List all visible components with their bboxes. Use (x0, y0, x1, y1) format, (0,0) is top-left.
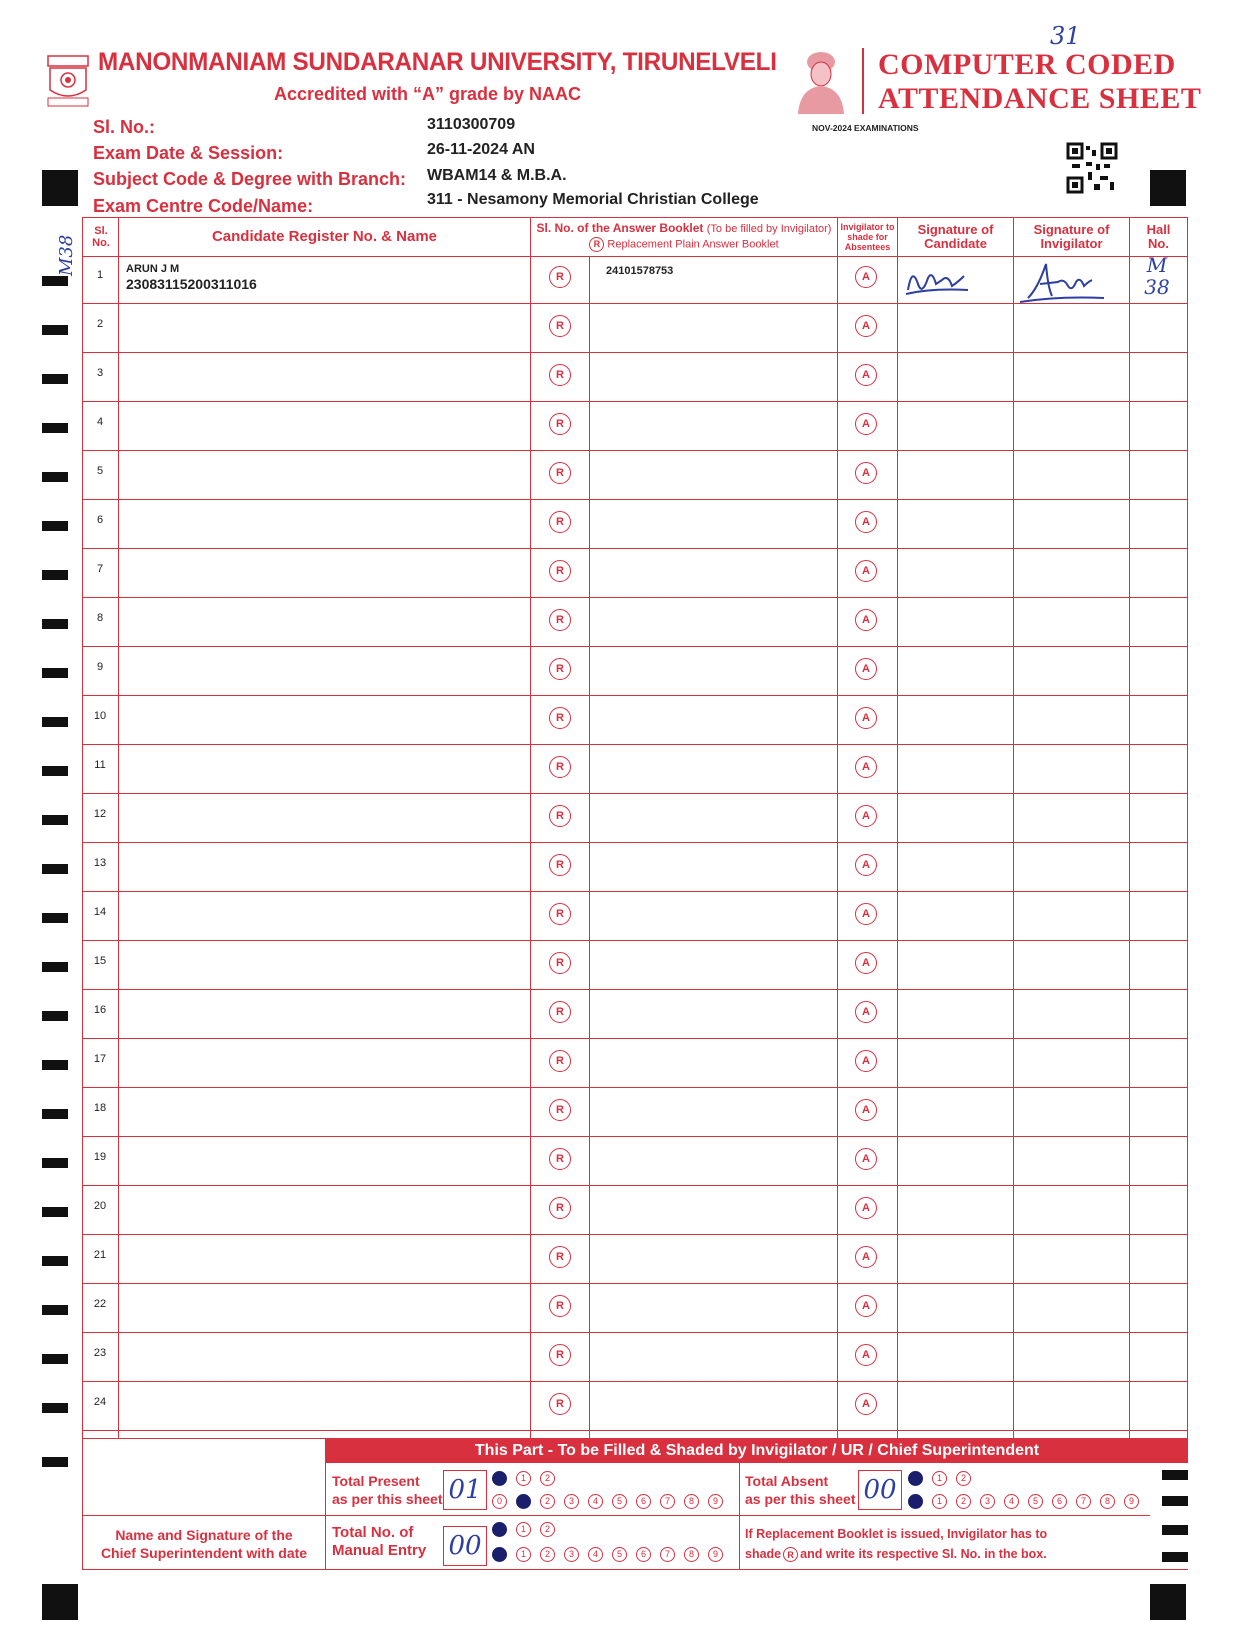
ones-bubble-1[interactable]: 1 (932, 1494, 947, 1509)
ones-bubble-9[interactable]: 9 (1124, 1494, 1139, 1509)
replacement-bubble[interactable] (549, 364, 571, 386)
table-row (82, 1186, 1188, 1235)
replacement-bubble[interactable] (549, 315, 571, 337)
replacement-bubble[interactable] (549, 1393, 571, 1415)
ones-bubble-8[interactable]: 8 (1100, 1494, 1115, 1509)
ones-bubble-0[interactable] (492, 1547, 507, 1562)
timing-mark-row (42, 1109, 68, 1119)
timing-mark-bottom-left (42, 1584, 78, 1620)
timing-mark-bottom-right (1150, 1584, 1186, 1620)
timing-mark-row (42, 521, 68, 531)
row-sl-no: 7 (96, 563, 104, 575)
absent-bubble-label: A (855, 1099, 877, 1121)
replacement-bubble[interactable] (549, 413, 571, 435)
absent-bubble-label: A (855, 1295, 877, 1317)
absent-bubble-label: A (855, 658, 877, 680)
absent-bubble[interactable] (855, 658, 877, 680)
header-candidate: Candidate Register No. & Name (211, 228, 438, 245)
hall-no-value: M 38 (1144, 253, 1170, 299)
table-row (82, 500, 1188, 549)
timing-mark-row (42, 472, 68, 482)
timing-mark-row (42, 1354, 68, 1364)
absent-bubble-label: A (855, 756, 877, 778)
row-sl-no: 1 (96, 269, 104, 281)
footer-title: This Part - To be Filled & Shaded by Invigilator / UR / Chief Superintendent (326, 1438, 1188, 1463)
replacement-bubble[interactable] (549, 462, 571, 484)
replacement-bubble-label: R (549, 560, 571, 582)
replacement-bubble-label: R (549, 462, 571, 484)
exam-date-label: Exam Date & Session: (93, 143, 284, 163)
header-invigilator-shade: Invigilator to shade for Absentees (840, 222, 895, 252)
absent-bubble[interactable] (855, 1099, 877, 1121)
row-sl-no: 17 (93, 1053, 107, 1065)
timing-mark-row (42, 1403, 68, 1413)
timing-mark-row (42, 570, 68, 580)
timing-mark-row (42, 325, 68, 335)
table-row (82, 304, 1188, 353)
replacement-bubble-label: R (549, 903, 571, 925)
absent-bubble[interactable] (855, 1197, 877, 1219)
absent-bubble-label: A (855, 315, 877, 337)
table-row (82, 696, 1188, 745)
footer-divider-v2 (739, 1463, 740, 1570)
replacement-bubble[interactable] (549, 658, 571, 680)
timing-mark-row (42, 619, 68, 629)
exam-tag: NOV-2024 EXAMINATIONS (812, 123, 919, 133)
timing-mark-row (42, 1207, 68, 1217)
sl-no-value: 3110300709 (427, 116, 516, 133)
timing-mark-row (42, 766, 68, 776)
manual-entry-box[interactable]: 00 (443, 1526, 487, 1566)
absent-bubble-label: A (855, 511, 877, 533)
replacement-bubble[interactable] (549, 560, 571, 582)
ones-bubble-2[interactable]: 2 (540, 1494, 555, 1509)
row-sl-no: 11 (94, 759, 106, 771)
absent-bubble[interactable] (855, 854, 877, 876)
absent-bubble[interactable] (855, 364, 877, 386)
replacement-bubble-label: R (549, 805, 571, 827)
timing-mark-row (42, 1011, 68, 1021)
exam-date-value: 26-11-2024 AN (427, 141, 535, 158)
timing-mark-header-left (42, 170, 78, 206)
replacement-bubble-label: R (549, 854, 571, 876)
footer-divider-h2 (739, 1515, 1150, 1516)
absent-bubble[interactable] (855, 315, 877, 337)
row-sl-no: 23 (93, 1347, 107, 1359)
replacement-bubble-label: R (549, 364, 571, 386)
row-sl-no: 13 (93, 857, 107, 869)
replacement-bubble-label: R (549, 1148, 571, 1170)
timing-mark-row (42, 276, 68, 286)
chief-superintendent-label: Name and Signature of the Chief Superintendent with date (100, 1527, 308, 1561)
tens-bubble-2[interactable]: 2 (540, 1522, 555, 1537)
absent-bubble[interactable] (855, 1393, 877, 1415)
sl-no-label: Sl. No.: (93, 117, 155, 137)
absent-bubble[interactable] (855, 1148, 877, 1170)
timing-mark-row (42, 717, 68, 727)
timing-mark-row (42, 1256, 68, 1266)
replacement-bubble-label: R (549, 1393, 571, 1415)
absent-bubble-label: A (855, 413, 877, 435)
replacement-bubble-label: R (549, 413, 571, 435)
ones-bubble-3[interactable]: 3 (564, 1547, 579, 1562)
founder-portrait (790, 48, 852, 114)
subject-value: WBAM14 & M.B.A. (427, 167, 567, 184)
replacement-symbol: R (589, 237, 604, 252)
ones-bubble-0[interactable] (908, 1494, 923, 1509)
subject-label: Subject Code & Degree with Branch: (93, 169, 407, 189)
row-sl-no: 21 (93, 1249, 107, 1261)
tens-bubble-1[interactable]: 1 (932, 1471, 947, 1486)
ones-bubble-6[interactable]: 6 (1052, 1494, 1067, 1509)
table-row (82, 1088, 1188, 1137)
total-absent-box[interactable]: 00 (858, 1470, 902, 1510)
total-present-label: Total Present as per this sheet (332, 1473, 443, 1507)
table-row (82, 941, 1188, 990)
ones-bubble-6[interactable]: 6 (636, 1547, 651, 1562)
absent-bubble-label: A (855, 1050, 877, 1072)
replacement-bubble-label: R (549, 952, 571, 974)
row-sl-no: 14 (93, 906, 107, 918)
replacement-bubble[interactable] (549, 756, 571, 778)
timing-mark-row (42, 815, 68, 825)
absent-bubble-label: A (855, 1393, 877, 1415)
header-sl-no: Sl. No. (92, 225, 110, 249)
replacement-bubble-label: R (549, 1246, 571, 1268)
absent-bubble[interactable] (855, 903, 877, 925)
ones-bubble-5[interactable]: 5 (612, 1494, 627, 1509)
replacement-bubble[interactable] (549, 903, 571, 925)
table-row (82, 1137, 1188, 1186)
row-sl-no: 15 (93, 955, 107, 967)
ones-bubble-7[interactable]: 7 (1076, 1494, 1091, 1509)
replacement-note: If Replacement Booklet is issued, Invigilator has to shade R and write its respective Sl. No. in the box. (745, 1527, 1048, 1561)
absent-bubble[interactable] (855, 1001, 877, 1023)
header-hall-no: Hall No. (1146, 222, 1171, 251)
row-sl-no: 16 (93, 1004, 107, 1016)
absent-bubble[interactable] (855, 560, 877, 582)
replacement-bubble[interactable] (549, 266, 571, 288)
replacement-bubble-label: R (549, 1344, 571, 1366)
row-sl-no: 3 (96, 367, 104, 379)
absent-bubble-label: A (855, 266, 877, 288)
replacement-bubble-label: R (549, 511, 571, 533)
replacement-bubble[interactable] (549, 805, 571, 827)
tens-bubble-2[interactable]: 2 (956, 1471, 971, 1486)
ones-bubble-0[interactable]: 0 (492, 1494, 507, 1509)
row-sl-no: 4 (96, 416, 104, 428)
table-row (82, 1235, 1188, 1284)
manual-entry-label: Total No. of Manual Entry (332, 1524, 427, 1559)
ones-bubble-7[interactable]: 7 (660, 1547, 675, 1562)
candidate-signature[interactable] (902, 262, 972, 302)
header-signature-candidate: Signature of Candidate (917, 222, 994, 251)
replacement-bubble-label: R (549, 315, 571, 337)
table-row (82, 598, 1188, 647)
tens-bubble-1[interactable]: 1 (516, 1522, 531, 1537)
timing-mark-footer-left (42, 1457, 68, 1467)
replacement-bubble-label: R (549, 609, 571, 631)
table-row (82, 843, 1188, 892)
timing-mark-row (42, 668, 68, 678)
table-row (82, 990, 1188, 1039)
row-sl-no: 12 (93, 808, 107, 820)
ones-bubble-4[interactable]: 4 (588, 1494, 603, 1509)
absent-bubble[interactable] (855, 266, 877, 288)
table-row (82, 353, 1188, 402)
absent-bubble-label: A (855, 609, 877, 631)
replacement-bubble-label: R (549, 266, 571, 288)
replacement-bubble[interactable] (549, 1344, 571, 1366)
ones-bubble-4[interactable]: 4 (588, 1547, 603, 1562)
footer-divider-h (82, 1515, 740, 1516)
table-row (82, 549, 1188, 598)
table-row (82, 794, 1188, 843)
row-sl-no: 22 (93, 1298, 107, 1310)
table-row (82, 1039, 1188, 1088)
invigilator-signature[interactable] (1018, 258, 1108, 308)
ones-bubble-1[interactable] (516, 1494, 531, 1509)
replacement-bubble-label: R (549, 756, 571, 778)
absent-bubble[interactable] (855, 609, 877, 631)
absent-bubble-label: A (855, 952, 877, 974)
absent-bubble-label: A (855, 364, 877, 386)
row-sl-no: 6 (96, 514, 104, 526)
ones-bubble-2[interactable]: 2 (956, 1494, 971, 1509)
row-sl-no: 18 (93, 1102, 107, 1114)
ones-bubble-3[interactable]: 3 (564, 1494, 579, 1509)
page-note: 31 (1050, 22, 1081, 50)
header-booklet: Sl. No. of the Answer Booklet (To be filled by Invigilator) R Replacement Plain Answer Booklet (536, 221, 832, 251)
row-sl-no: 19 (93, 1151, 107, 1163)
university-crest (44, 54, 92, 110)
row-sl-no: 20 (93, 1200, 107, 1212)
ones-bubble-9[interactable]: 9 (708, 1494, 723, 1509)
row-sl-no: 5 (96, 465, 104, 477)
candidate-name: ARUN J M (126, 263, 180, 275)
centre-value: 311 - Nesamony Memorial Christian College (427, 191, 759, 208)
ones-bubble-5[interactable]: 5 (612, 1547, 627, 1562)
replacement-bubble[interactable] (549, 511, 571, 533)
table-row (82, 647, 1188, 696)
ones-bubble-8[interactable]: 8 (684, 1494, 699, 1509)
replacement-bubble[interactable] (549, 952, 571, 974)
row-sl-no: 24 (93, 1396, 107, 1408)
timing-mark-row (42, 962, 68, 972)
table-row (82, 1284, 1188, 1333)
absent-bubble-label: A (855, 560, 877, 582)
absent-bubble[interactable] (855, 805, 877, 827)
replacement-bubble[interactable] (549, 707, 571, 729)
replacement-bubble[interactable] (549, 1197, 571, 1219)
absent-bubble-label: A (855, 1001, 877, 1023)
row-sl-no: 8 (96, 612, 104, 624)
table-row (82, 892, 1188, 941)
header-signature-invigilator: Signature of Invigilator (1033, 222, 1110, 251)
qr-code (1066, 142, 1118, 194)
absent-bubble[interactable] (855, 1050, 877, 1072)
tens-bubble-0[interactable] (492, 1522, 507, 1537)
timing-mark-row (42, 913, 68, 923)
replacement-bubble-label: R (549, 1099, 571, 1121)
replacement-bubble-label: R (549, 658, 571, 680)
total-present-box[interactable]: 01 (443, 1470, 487, 1510)
row-sl-no: 9 (96, 661, 104, 673)
row-sl-no: 10 (93, 710, 107, 722)
ones-bubble-7[interactable]: 7 (660, 1494, 675, 1509)
absent-bubble-label: A (855, 707, 877, 729)
absent-bubble[interactable] (855, 1246, 877, 1268)
replacement-bubble-label: R (549, 707, 571, 729)
replacement-bubble[interactable] (549, 1099, 571, 1121)
absent-bubble[interactable] (855, 1295, 877, 1317)
table-row (82, 451, 1188, 500)
replacement-bubble-label: R (549, 1050, 571, 1072)
timing-mark-row (42, 1060, 68, 1070)
replacement-bubble[interactable] (549, 1050, 571, 1072)
row-sl-no: 2 (96, 318, 104, 330)
absent-bubble[interactable] (855, 1344, 877, 1366)
timing-mark-row (42, 1305, 68, 1315)
replacement-bubble[interactable] (549, 854, 571, 876)
tens-bubble-0[interactable] (492, 1471, 507, 1486)
candidate-register-no: 23083115200311016 (126, 276, 257, 292)
ones-bubble-8[interactable]: 8 (684, 1547, 699, 1562)
replacement-bubble-label: R (549, 1295, 571, 1317)
absent-bubble-label: A (855, 1344, 877, 1366)
replacement-bubble[interactable] (549, 1001, 571, 1023)
replacement-bubble[interactable] (549, 609, 571, 631)
total-absent-label: Total Absent as per this sheet (745, 1473, 856, 1507)
timing-mark-row (42, 1158, 68, 1168)
absent-bubble[interactable] (855, 413, 877, 435)
replacement-bubble[interactable] (549, 1246, 571, 1268)
sheet-title-line2: ATTENDANCE SHEET (878, 82, 1202, 115)
replacement-bubble-label: R (549, 1197, 571, 1219)
absent-bubble-label: A (855, 462, 877, 484)
sheet-title-line1: COMPUTER CODED (878, 48, 1176, 81)
table-row (82, 1382, 1188, 1431)
ones-bubble-9[interactable]: 9 (708, 1547, 723, 1562)
table-row (82, 745, 1188, 794)
absent-bubble[interactable] (855, 462, 877, 484)
replacement-bubble-label: R (549, 1001, 571, 1023)
absent-bubble[interactable] (855, 952, 877, 974)
ones-bubble-2[interactable]: 2 (540, 1547, 555, 1562)
tens-bubble-2[interactable]: 2 (540, 1471, 555, 1486)
absent-bubble-label: A (855, 1246, 877, 1268)
accreditation: Accredited with “A” grade by NAAC (274, 84, 582, 104)
university-name: MANONMANIAM SUNDARANAR UNIVERSITY, TIRUNELVELI (98, 48, 777, 76)
replacement-bubble[interactable] (549, 1295, 571, 1317)
table-row (82, 402, 1188, 451)
ones-bubble-3[interactable]: 3 (980, 1494, 995, 1509)
timing-mark-row (42, 864, 68, 874)
tens-bubble-1[interactable]: 1 (516, 1471, 531, 1486)
ones-bubble-5[interactable]: 5 (1028, 1494, 1043, 1509)
margin-note: M38 (56, 234, 77, 276)
absent-bubble[interactable] (855, 511, 877, 533)
tens-bubble-0[interactable] (908, 1471, 923, 1486)
absent-bubble[interactable] (855, 756, 877, 778)
timing-mark-row (42, 374, 68, 384)
replacement-bubble[interactable] (549, 1148, 571, 1170)
replacement-symbol-note: R (783, 1547, 798, 1562)
timing-mark-header-right (1150, 170, 1186, 206)
ones-bubble-1[interactable]: 1 (516, 1547, 531, 1562)
ones-bubble-4[interactable]: 4 (1004, 1494, 1019, 1509)
absent-bubble[interactable] (855, 707, 877, 729)
absent-bubble-label: A (855, 1148, 877, 1170)
absent-bubble-label: A (855, 1197, 877, 1219)
centre-label: Exam Centre Code/Name: (93, 196, 314, 216)
table-row (82, 1333, 1188, 1382)
absent-bubble-label: A (855, 854, 877, 876)
absent-bubble-label: A (855, 903, 877, 925)
absent-bubble-label: A (855, 805, 877, 827)
ones-bubble-6[interactable]: 6 (636, 1494, 651, 1509)
header-divider (862, 48, 864, 114)
answer-booklet-no: 24101578753 (606, 265, 674, 277)
timing-mark-row (42, 423, 68, 433)
